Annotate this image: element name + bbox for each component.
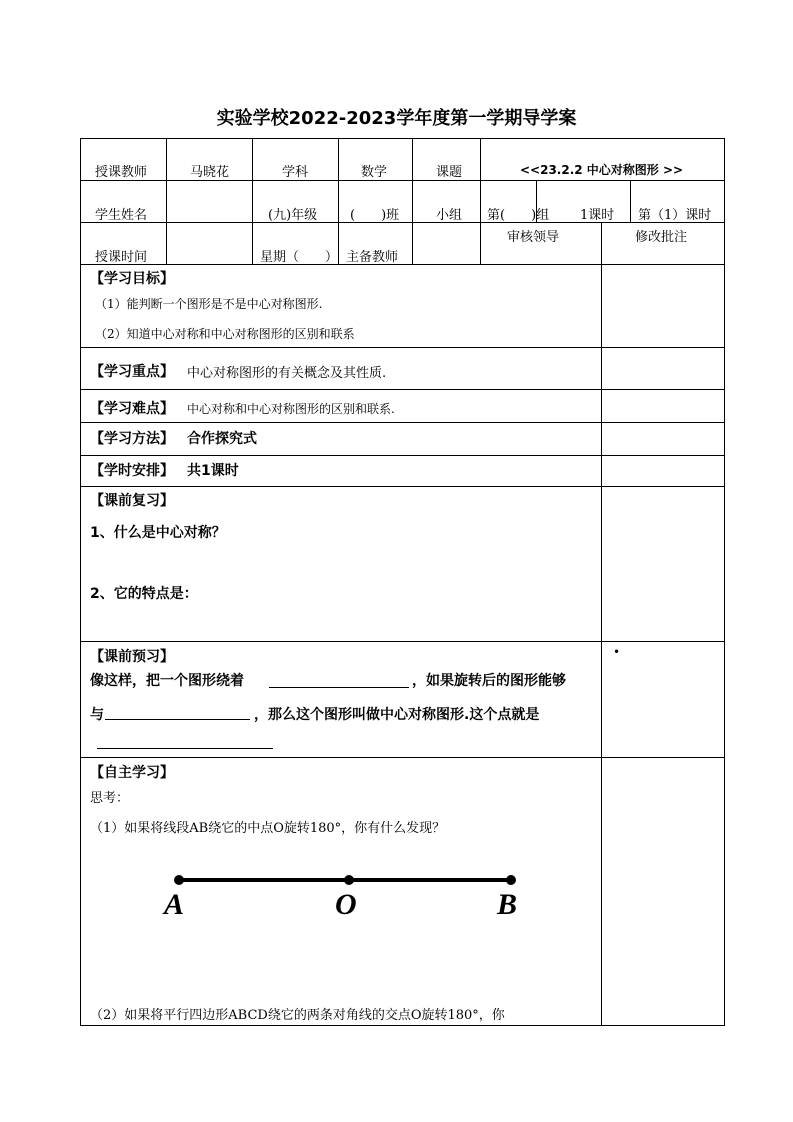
self-study-question-1: （1）如果将线段AB绕它的中点O旋转180°，你有什么发现？ (90, 821, 446, 836)
self-study-heading: 【自主学习】 (90, 765, 174, 781)
weekday-field: 星期（ ） (260, 250, 339, 265)
page-title: 实验学校2022-2023学年度第一学期导学案 (216, 108, 577, 129)
label-reviewer: 审核领导 (507, 230, 560, 245)
label-class-time: 授课时间 (95, 250, 148, 265)
schedule-heading: 【学时安排】 (90, 463, 174, 479)
think-label: 思考： (90, 791, 130, 806)
self-study-question-2: （2）如果将平行四边形ABCD绕它的两条对角线的交点O旋转180°，你 (90, 1008, 505, 1023)
label-revision-notes: 修改批注 (635, 230, 688, 245)
label-lead-teacher: 主备教师 (346, 250, 399, 265)
preview-line-1b: ，如果旋转后的图形能够 (412, 673, 566, 689)
fill-blank[interactable] (105, 719, 250, 720)
label-subject: 学科 (282, 165, 309, 180)
objective-item: （2）知道中心对称和中心对称图形的区别和联系 (95, 327, 355, 341)
preview-heading: 【课前预习】 (90, 649, 174, 665)
difficulty-heading: 【学习难点】 (90, 401, 174, 417)
method-text: 合作探究式 (187, 431, 257, 447)
label-group: 小组 (436, 208, 463, 223)
label-student-name: 学生姓名 (95, 208, 148, 223)
preview-line-2b: ，那么这个图形叫做中心对称图形.这个点就是 (254, 707, 540, 723)
lesson-count: 1课时 (580, 208, 615, 223)
review-question-1: 1、什么是中心对称？ (90, 525, 226, 541)
lesson-number: 第（1）课时 (638, 208, 712, 223)
preview-line-1a: 像这样，把一个图形绕着 (90, 673, 244, 689)
review-question-2: 2、它的特点是： (90, 586, 198, 602)
key-point-heading: 【学习重点】 (90, 364, 174, 380)
preview-line-2a: 与 (90, 707, 104, 723)
objectives-heading: 【学习目标】 (90, 271, 174, 287)
difficulty-text: 中心对称和中心对称图形的区别和联系. (187, 402, 395, 416)
fill-blank[interactable] (97, 748, 273, 749)
point-label-b: B (497, 888, 518, 921)
point-label-o: O (335, 888, 357, 921)
method-heading: 【学习方法】 (90, 431, 174, 447)
point-label-a: A (164, 888, 185, 921)
objective-item: （1）能判断一个图形是不是中心对称图形. (95, 297, 323, 311)
review-heading: 【课前复习】 (90, 493, 174, 509)
schedule-text: 共1课时 (187, 463, 239, 479)
key-point-text: 中心对称图形的有关概念及其性质. (187, 366, 387, 381)
label-teacher: 授课教师 (95, 165, 148, 180)
label-topic: 课题 (436, 165, 463, 180)
topic-value: <<23.2.2 中心对称图形 >> (520, 163, 684, 177)
teacher-name: 马晓花 (190, 165, 230, 180)
grade-field: (九)年级 (268, 208, 318, 223)
group-field: 第( )组 (487, 208, 550, 223)
subject-value: 数学 (361, 165, 388, 180)
bullet-mark: • (613, 645, 621, 659)
fill-blank[interactable] (269, 687, 409, 688)
class-field: ( )班 (350, 208, 400, 223)
